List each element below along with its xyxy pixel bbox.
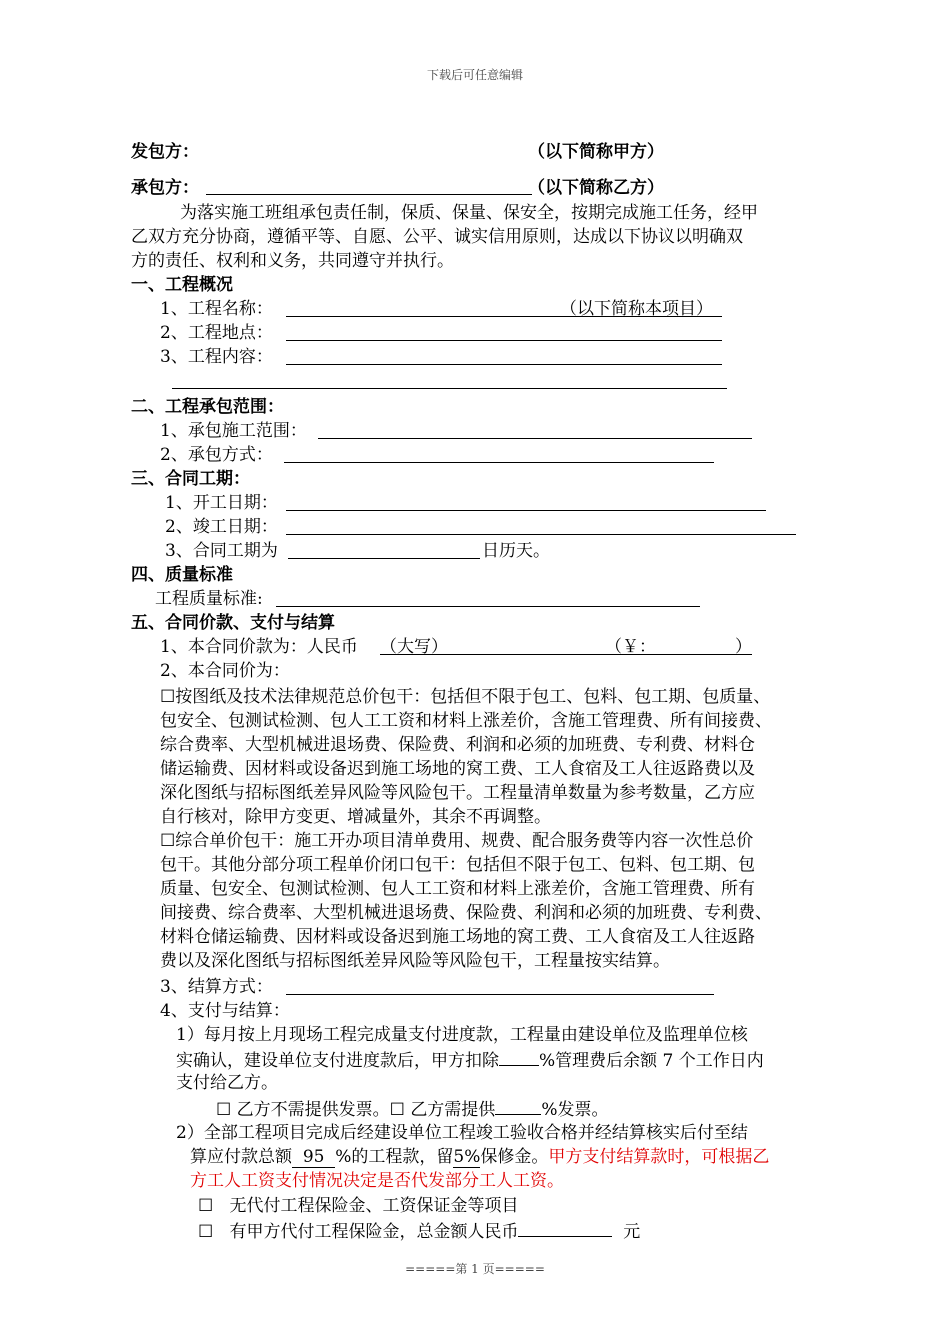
pay-label: 4、支付与结算： — [160, 1001, 290, 1021]
p1-line-2a: 实确认，建设单位支付进度款后，甲方扣除 — [176, 1051, 499, 1071]
party-a-suffix: （以下简称甲方） — [528, 142, 664, 162]
p2-pct-95-value: 95 — [302, 1147, 325, 1167]
project-name-label: 1、工程名称： — [160, 299, 273, 319]
opt2-line-5: 材料仓储运输费、因材料或设备迟到施工场地的窝工费、工人食宿及工人往返路 — [160, 927, 755, 947]
section3-title: 三、合同工期： — [131, 469, 250, 489]
p2-pct-95[interactable] — [292, 1147, 335, 1168]
opt1-line-6: 自行核对，除甲方变更、增减量外，其余不再调整。 — [160, 807, 551, 827]
project-site-label: 2、工程地点： — [160, 323, 273, 343]
price-close: ） — [735, 637, 752, 657]
settle-blank[interactable] — [286, 994, 714, 995]
invoice-yes-label: 乙方需提供 — [410, 1100, 496, 1120]
project-name-suffix: （以下简称本项目） — [560, 299, 713, 319]
project-site-blank[interactable] — [286, 340, 722, 341]
intro-line-2: 乙双方充分协商，遵循平等、自愿、公平、诚实信用原则，达成以下协议以明确双 — [131, 227, 743, 247]
method-label: 2、承包方式： — [160, 445, 273, 465]
end-date-label: 2、竣工日期： — [165, 517, 278, 537]
opt2-line-1[interactable]: ☐综合单价包干：施工开办项目清单费用、规费、配合服务费等内容一次性总价 — [160, 831, 754, 851]
party-b-label: 承包方： — [131, 178, 199, 198]
p2-pct-5[interactable]: 5% — [453, 1147, 481, 1167]
p1-line-3: 支付给乙方。 — [176, 1073, 278, 1093]
duration-blank[interactable] — [288, 558, 480, 559]
start-date-label: 1、开工日期： — [165, 493, 278, 513]
ins2-label: 有甲方代付工程保险金，总金额人民币 — [229, 1222, 519, 1242]
settle-label: 3、结算方式： — [160, 977, 273, 997]
opt2-line-2: 包干。其他分部分项工程单价闭口包干：包括但不限于包工、包料、包工期、包 — [160, 855, 755, 875]
ins2-amount-blank[interactable] — [518, 1218, 612, 1237]
invoice-no-checkbox[interactable]: ☐ — [216, 1100, 232, 1120]
duration-suffix: 日历天。 — [482, 541, 550, 561]
method-blank[interactable] — [284, 462, 714, 463]
opt2-line-3: 质量、包安全、包测试检测、包人工工资和材料上涨差价，含施工管理费、所有 — [160, 879, 755, 899]
opt1-line-5: 深化图纸与招标图纸差异风险等风险包干。工程量清单数量为参考数量，乙方应 — [160, 783, 755, 803]
p1-line-2b: %管理费后余额 7 个工作日内 — [539, 1051, 764, 1071]
p2-text-b: %的工程款，留 — [335, 1147, 454, 1167]
start-date-blank[interactable] — [286, 510, 766, 511]
section1-title: 一、工程概况 — [131, 275, 233, 295]
quality-label: 工程质量标准: — [155, 589, 263, 609]
scope-blank[interactable] — [318, 438, 752, 439]
duration-label: 3、合同工期为 — [165, 541, 278, 561]
opt1-line-3: 综合费率、大型机械进退场费、保险费、利润和必须的加班费、专利费、材料仓 — [160, 735, 755, 755]
ins2-unit: 元 — [623, 1222, 641, 1242]
page-header: 下载后可任意编辑 — [426, 68, 523, 82]
price-type-label: 2、本合同价为： — [160, 661, 290, 681]
price-label: 1、本合同价款为：人民币 — [160, 637, 358, 657]
party-a-label: 发包方： — [131, 142, 199, 162]
end-date-blank[interactable] — [286, 534, 796, 535]
p2-text-c: 保修金。 — [480, 1147, 549, 1167]
scope-label: 1、承包施工范围： — [160, 421, 307, 441]
p1-line-1: 1）每月按上月现场工程完成量支付进度款，工程量由建设单位及监理单位核 — [176, 1025, 748, 1045]
p1-line-2 — [176, 1047, 764, 1073]
quality-blank[interactable] — [276, 606, 700, 607]
invoice-pct-label: %发票。 — [541, 1100, 609, 1120]
opt1-line-2: 包安全、包测试检测、包人工工资和材料上涨差价，含施工管理费、所有间接费、 — [160, 711, 772, 731]
invoice-pct-blank[interactable] — [495, 1096, 541, 1115]
p2-red-note-2: 方工人工资支付情况决定是否代发部分工人工资。 — [190, 1171, 564, 1191]
invoice-no-label: 乙方不需提供发票。 — [236, 1100, 390, 1120]
p2-line-1: 2）全部工程项目完成后经建设单位工程竣工验收合格并经结算核实后付至结 — [176, 1123, 748, 1143]
invoice-line — [216, 1096, 608, 1122]
ins1-checkbox[interactable]: ☐ — [198, 1196, 214, 1216]
section5-title: 五、合同价款、支付与结算 — [131, 613, 335, 633]
ins1-line — [198, 1194, 518, 1218]
ins1-label: 无代付工程保险金、工资保证金等项目 — [229, 1196, 519, 1216]
p2-text-a: 算应付款总额 — [190, 1147, 292, 1167]
project-content-label: 3、工程内容： — [160, 347, 273, 367]
price-yen: （￥： — [605, 637, 656, 657]
opt1-line-4: 储运输费、因材料或设备迟到施工场地的窝工费、工人食宿及工人往返路费以及 — [160, 759, 755, 779]
p2-line-2 — [190, 1145, 769, 1169]
p2-red-note-1: 甲方支付结算款时，可根据乙 — [548, 1147, 770, 1167]
intro-line-1: 为落实施工班组承包责任制，保质、保量、保安全，按期完成施工任务，经甲 — [180, 203, 758, 223]
opt2-line-6: 费以及深化图纸与招标图纸差异风险等风险包干，工程量按实结算。 — [160, 951, 670, 971]
party-b-blank[interactable] — [206, 194, 532, 195]
intro-line-3: 方的责任、权利和义务，共同遵守并执行。 — [131, 251, 454, 271]
section4-title: 四、质量标准 — [131, 565, 233, 585]
section2-title: 二、工程承包范围： — [131, 397, 284, 417]
page-footer: =====第 1 页===== — [405, 1262, 545, 1276]
invoice-yes-checkbox[interactable]: ☐ — [389, 1100, 405, 1120]
project-content-blank-1[interactable] — [286, 364, 722, 365]
ins2-line — [198, 1218, 640, 1244]
ins2-checkbox[interactable]: ☐ — [198, 1222, 214, 1242]
price-daxie: （大写） — [380, 637, 448, 657]
mgmt-fee-blank[interactable] — [499, 1047, 539, 1066]
project-content-blank-2[interactable] — [172, 388, 727, 389]
opt1-line-1[interactable]: ☐按图纸及技术法律规范总价包干：包括但不限于包工、包料、包工期、包质量、 — [160, 687, 771, 707]
party-b-suffix: （以下简称乙方） — [528, 178, 664, 198]
opt2-line-4: 间接费、综合费率、大型机械进退场费、保险费、利润和必须的加班费、专利费、 — [160, 903, 772, 923]
